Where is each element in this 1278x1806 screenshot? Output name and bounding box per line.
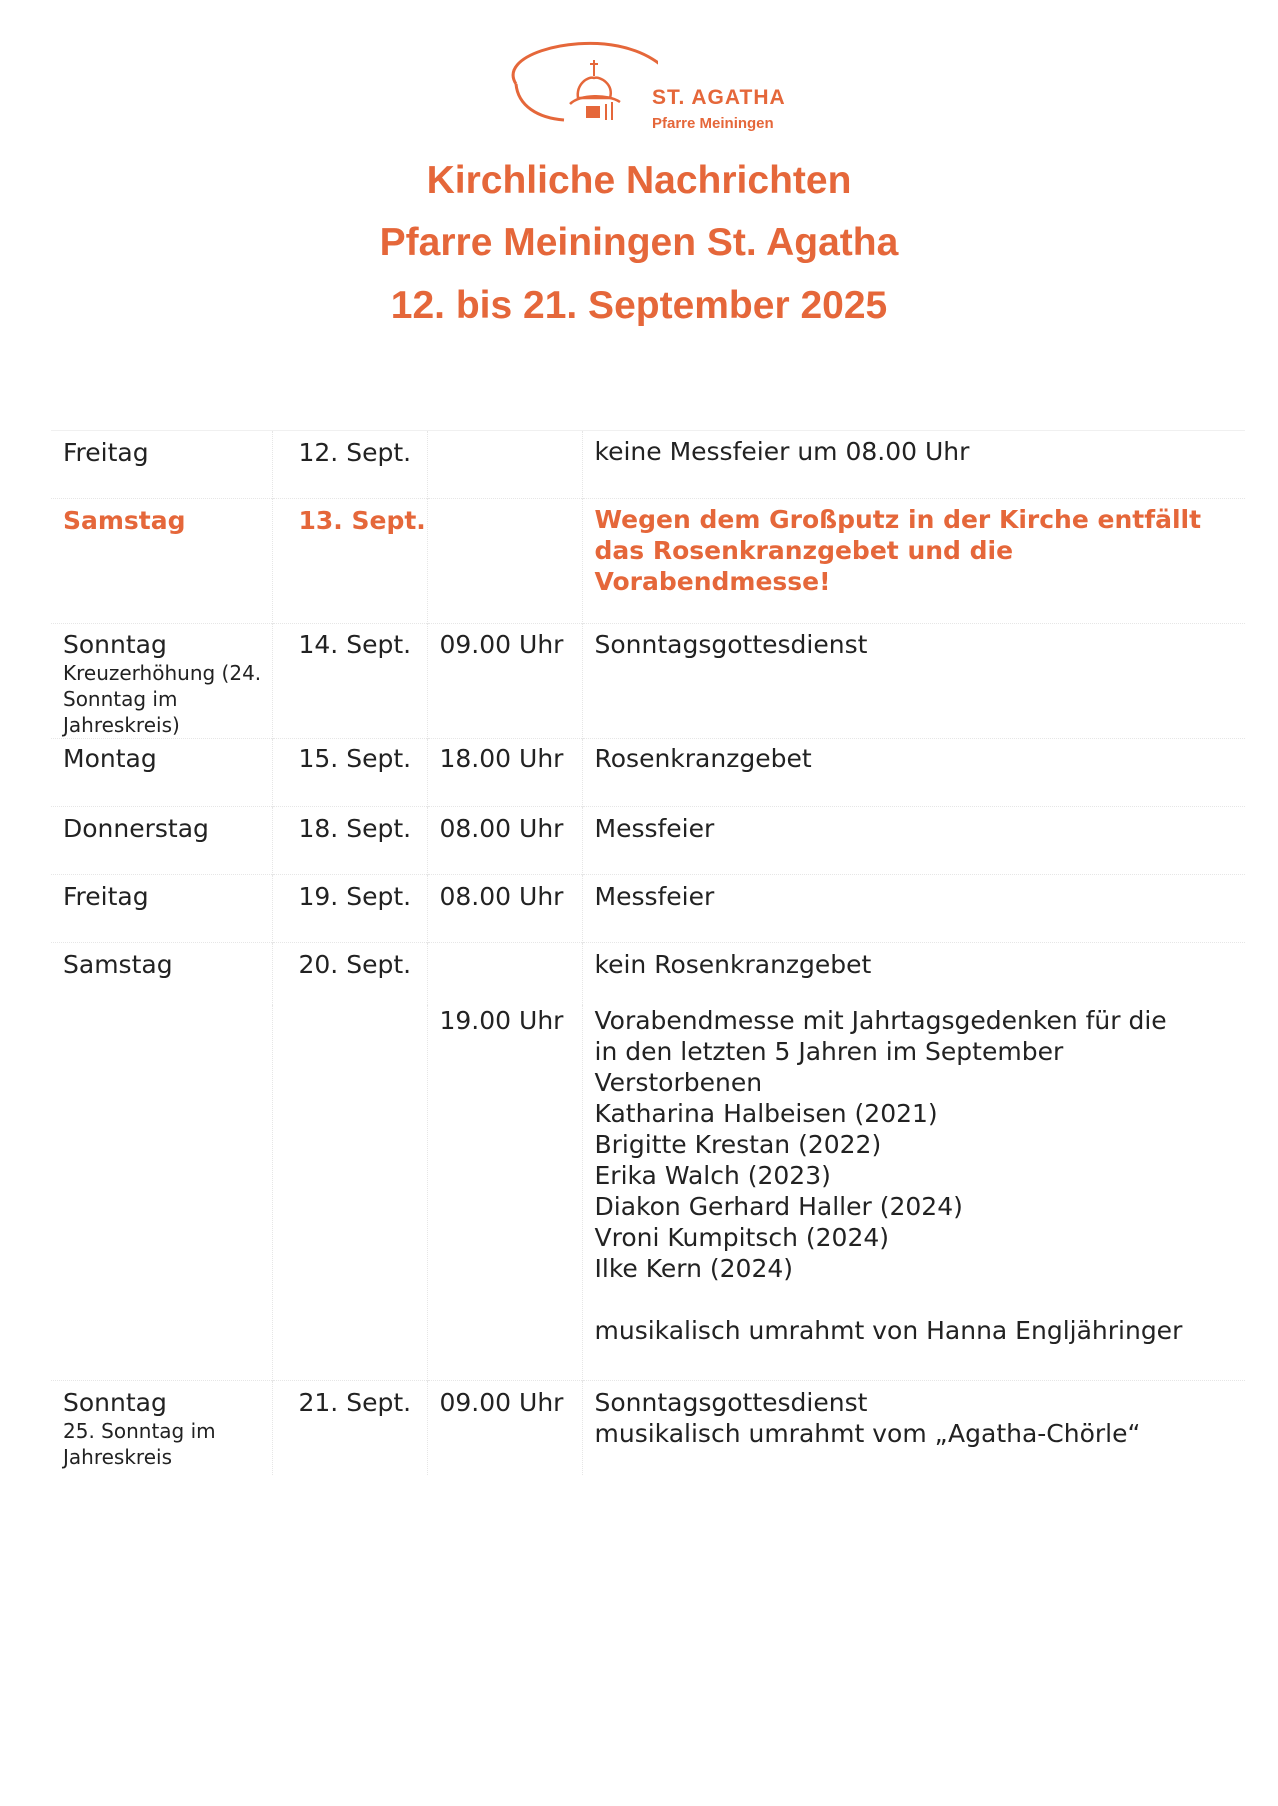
event-cell: kein Rosenkranzgebet bbox=[582, 943, 1245, 1005]
event-line: Brigitte Krestan (2022) bbox=[594, 1129, 882, 1159]
day-cell: Freitag bbox=[51, 431, 272, 499]
event-line: Ilke Kern (2024) bbox=[594, 1253, 794, 1283]
date-cell bbox=[272, 1005, 427, 1381]
table-row bbox=[51, 875, 1245, 943]
event-cell: Wegen dem Großputz in der Kirche entfällt das Rosenkranzgebet und die Vorabendmesse! bbox=[582, 499, 1245, 624]
day-cell: Samstag bbox=[51, 499, 272, 624]
time-cell bbox=[427, 499, 582, 624]
table-row bbox=[51, 499, 1245, 624]
table-row bbox=[51, 943, 1245, 1005]
time-cell: 09.00 Uhr bbox=[427, 1381, 582, 1475]
spacer bbox=[595, 1284, 1246, 1315]
event-cell: keine Messfeier um 08.00 Uhr bbox=[582, 431, 1245, 499]
day-cell: Montag bbox=[51, 739, 272, 807]
time-cell bbox=[427, 431, 582, 499]
event-line: Katharina Halbeisen (2021) bbox=[594, 1098, 938, 1128]
parish-title: Pfarre Meiningen St. Agatha bbox=[379, 221, 899, 264]
time-cell: 18.00 Uhr bbox=[427, 739, 582, 807]
table-row bbox=[51, 739, 1245, 807]
event-line: Sonntagsgottesdienst bbox=[594, 1388, 868, 1417]
event-line: Diakon Gerhard Haller (2024) bbox=[594, 1191, 963, 1221]
day-label: Sonntag bbox=[63, 630, 167, 659]
table-row bbox=[51, 807, 1245, 875]
table-row bbox=[51, 624, 1245, 739]
day-cell bbox=[51, 624, 272, 739]
event-line: Vorabendmesse mit Jahrtagsgedenken für die bbox=[594, 1005, 1167, 1035]
event-line: Vroni Kumpitsch (2024) bbox=[594, 1222, 890, 1252]
event-cell: Rosenkranzgebet bbox=[582, 739, 1245, 807]
date-cell: 21. Sept. bbox=[272, 1381, 427, 1475]
day-cell: Donnerstag bbox=[51, 807, 272, 875]
table-row bbox=[51, 1381, 1245, 1475]
day-label: Sonntag bbox=[63, 1388, 167, 1417]
date-cell: 12. Sept. bbox=[272, 431, 427, 499]
event-line: musikalisch umrahmt vom „Agatha-Chörle“ bbox=[594, 1419, 1141, 1448]
day-cell bbox=[51, 1381, 272, 1475]
logo-subtitle: Pfarre Meiningen bbox=[652, 115, 774, 132]
event-cell: Messfeier bbox=[582, 807, 1245, 875]
date-cell: 20. Sept. bbox=[272, 943, 427, 1005]
table-row bbox=[51, 1005, 1245, 1381]
time-cell: 19.00 Uhr bbox=[427, 1005, 582, 1381]
event-line: Verstorbenen bbox=[594, 1067, 763, 1097]
schedule-table bbox=[51, 430, 1245, 1475]
time-cell bbox=[427, 943, 582, 1005]
day-cell: Samstag bbox=[51, 943, 272, 1005]
time-cell: 08.00 Uhr bbox=[427, 875, 582, 943]
church-dome-icon bbox=[498, 36, 658, 136]
date-cell: 15. Sept. bbox=[272, 739, 427, 807]
page-title: Kirchliche Nachrichten bbox=[426, 159, 852, 202]
day-note: Kreuzerhöhung (24. Sonntag im Jahreskreis) bbox=[63, 661, 262, 737]
time-cell: 09.00 Uhr bbox=[427, 624, 582, 739]
table-row bbox=[51, 431, 1245, 499]
logo-name: ST. AGATHA bbox=[652, 86, 786, 109]
day-cell bbox=[51, 1005, 272, 1381]
event-cell: Messfeier bbox=[582, 875, 1245, 943]
parish-logo bbox=[498, 36, 838, 136]
event-cell bbox=[582, 1381, 1245, 1475]
event-line: Erika Walch (2023) bbox=[594, 1160, 831, 1190]
date-cell: 18. Sept. bbox=[272, 807, 427, 875]
day-note: 25. Sonntag im Jahreskreis bbox=[63, 1419, 216, 1469]
date-cell: 13. Sept. bbox=[272, 499, 427, 624]
day-cell: Freitag bbox=[51, 875, 272, 943]
date-cell: 14. Sept. bbox=[272, 624, 427, 739]
date-cell: 19. Sept. bbox=[272, 875, 427, 943]
date-range-title: 12. bis 21. September 2025 bbox=[390, 284, 888, 327]
event-cell: Sonntagsgottesdienst bbox=[582, 624, 1245, 739]
event-cell bbox=[582, 1005, 1245, 1381]
music-note: musikalisch umrahmt von Hanna Engljähringer bbox=[594, 1315, 1183, 1345]
time-cell: 08.00 Uhr bbox=[427, 807, 582, 875]
event-line: in den letzten 5 Jahren im September bbox=[594, 1036, 1064, 1066]
